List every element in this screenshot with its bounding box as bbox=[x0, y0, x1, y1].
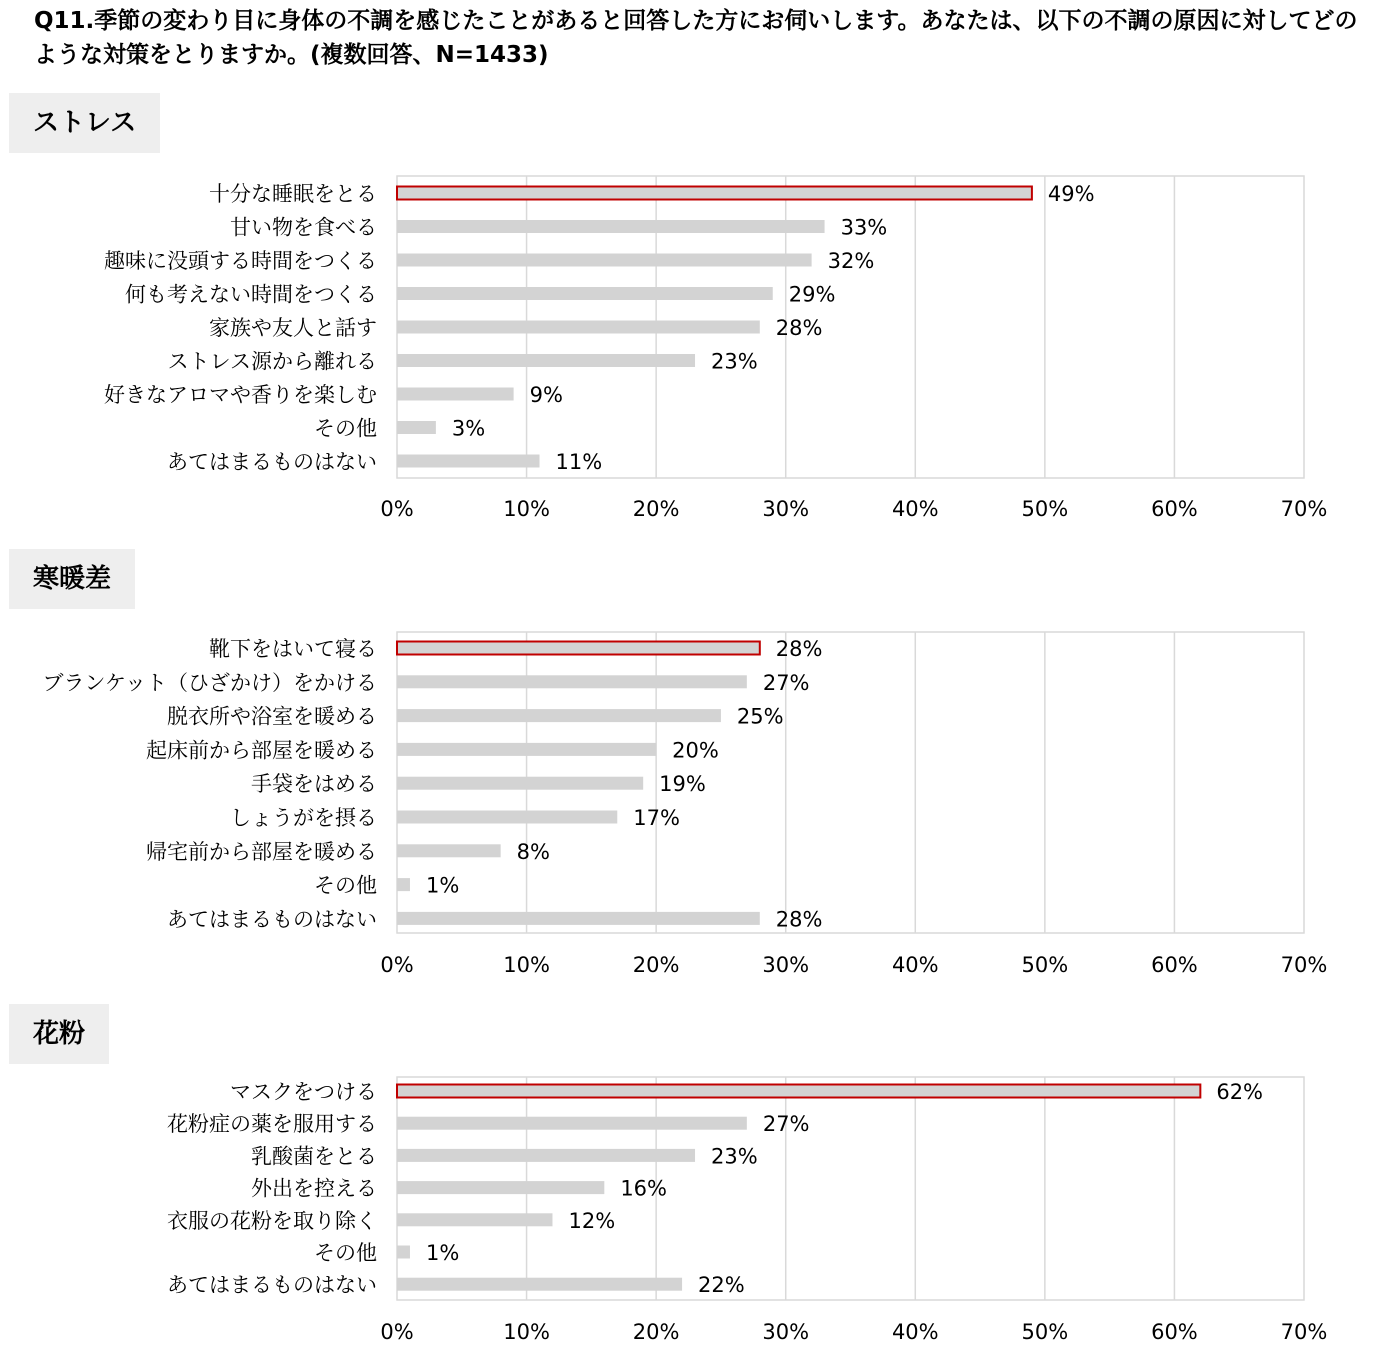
category-label: 花粉症の薬を服用する bbox=[167, 1112, 377, 1137]
x-tick-label: 20% bbox=[632, 497, 680, 521]
category-label: 靴下をはいて寝る bbox=[209, 637, 377, 661]
data-label: 17% bbox=[633, 806, 680, 830]
data-label: 19% bbox=[659, 772, 706, 797]
x-tick-label: 0% bbox=[380, 953, 414, 977]
data-label: 28% bbox=[775, 907, 823, 932]
category-label: その他 bbox=[314, 873, 377, 898]
x-tick-label: 10% bbox=[503, 497, 550, 521]
category-label: 何も考えない時間をつくる bbox=[125, 282, 377, 307]
category-label: 十分な睡眠をとる bbox=[209, 182, 377, 206]
x-tick-label: 50% bbox=[1021, 953, 1069, 977]
x-tick-label: 70% bbox=[1280, 1320, 1328, 1344]
data-label: 16% bbox=[620, 1176, 668, 1201]
data-label: 62% bbox=[1216, 1080, 1264, 1104]
category-label: 乳酸菌をとる bbox=[251, 1144, 377, 1169]
data-label: 11% bbox=[555, 450, 603, 474]
data-label: 20% bbox=[672, 738, 719, 763]
x-tick-label: 40% bbox=[891, 953, 939, 977]
data-label: 27% bbox=[762, 1112, 810, 1137]
page-title: Q11.季節の変わり目に身体の不調を感じたことがあると回答した方にお伺いします。あなたは、以下の不調の原因に対してどのような対策をとりますか。(複数回答、N=1433) bbox=[34, 8, 1358, 68]
category-label: 家族や友人と話す bbox=[209, 316, 377, 340]
x-tick-label: 70% bbox=[1280, 497, 1328, 521]
bar bbox=[397, 1149, 695, 1162]
bar bbox=[397, 1181, 604, 1194]
data-label: 1% bbox=[425, 1241, 460, 1265]
category-label: あてはまるものはない bbox=[167, 450, 377, 474]
x-tick-label: 60% bbox=[1151, 1320, 1198, 1344]
category-label: 衣服の花粉を取り除く bbox=[167, 1208, 377, 1233]
bar bbox=[397, 1246, 410, 1259]
x-tick-label: 10% bbox=[503, 953, 550, 977]
data-label: 25% bbox=[736, 704, 784, 729]
category-label: しょうがを摂る bbox=[230, 806, 377, 830]
data-label: 23% bbox=[711, 1144, 758, 1169]
data-label: 1% bbox=[425, 873, 460, 898]
category-label: 起床前から部屋を暖める bbox=[146, 738, 377, 763]
category-label: 好きなアロマや香りを楽しむ bbox=[104, 383, 377, 407]
category-label: マスクをつける bbox=[230, 1080, 377, 1104]
data-label: 28% bbox=[775, 637, 823, 661]
x-tick-label: 10% bbox=[503, 1320, 550, 1344]
section-title-pollen: 花粉 bbox=[9, 1004, 109, 1064]
x-tick-label: 70% bbox=[1280, 953, 1328, 977]
x-tick-label: 20% bbox=[632, 953, 680, 977]
category-label: 外出を控える bbox=[251, 1176, 377, 1201]
x-tick-label: 50% bbox=[1021, 497, 1069, 521]
data-label: 23% bbox=[711, 349, 758, 374]
data-label: 3% bbox=[451, 416, 486, 441]
section-title-temperature: 寒暖差 bbox=[9, 549, 135, 609]
bar bbox=[397, 1213, 552, 1226]
section-title-stress: ストレス bbox=[9, 93, 160, 153]
bar bbox=[397, 1117, 747, 1130]
category-label: その他 bbox=[314, 416, 377, 441]
data-label: 29% bbox=[788, 282, 836, 307]
category-label: ブランケット（ひざかけ）をかける bbox=[42, 670, 377, 695]
data-label: 32% bbox=[827, 249, 875, 273]
x-tick-label: 40% bbox=[891, 1320, 939, 1344]
category-label: ストレス源から離れる bbox=[167, 349, 377, 374]
category-label: 趣味に没頭する時間をつくる bbox=[104, 249, 377, 273]
data-label: 33% bbox=[840, 215, 888, 240]
x-tick-label: 20% bbox=[632, 1320, 680, 1344]
category-label: その他 bbox=[314, 1241, 377, 1265]
x-tick-label: 30% bbox=[762, 953, 810, 977]
x-tick-label: 60% bbox=[1151, 953, 1198, 977]
x-tick-label: 30% bbox=[762, 497, 810, 521]
data-label: 22% bbox=[698, 1273, 745, 1298]
bar bbox=[397, 1278, 682, 1291]
category-label: 手袋をはめる bbox=[251, 772, 377, 797]
data-label: 9% bbox=[529, 383, 563, 407]
x-tick-label: 40% bbox=[891, 497, 939, 521]
category-label: 脱衣所や浴室を暖める bbox=[167, 704, 377, 729]
data-label: 28% bbox=[775, 316, 823, 340]
data-label: 49% bbox=[1047, 182, 1095, 206]
x-tick-label: 60% bbox=[1151, 497, 1198, 521]
category-label: あてはまるものはない bbox=[167, 907, 377, 932]
category-label: あてはまるものはない bbox=[167, 1273, 377, 1298]
x-tick-label: 30% bbox=[762, 1320, 810, 1344]
data-label: 8% bbox=[516, 839, 550, 864]
data-label: 27% bbox=[762, 670, 810, 695]
x-tick-label: 50% bbox=[1021, 1320, 1069, 1344]
bar-highlight bbox=[397, 1085, 1200, 1098]
x-tick-label: 0% bbox=[380, 1320, 414, 1344]
category-label: 甘い物を食べる bbox=[230, 215, 377, 240]
x-tick-label: 0% bbox=[380, 497, 414, 521]
category-label: 帰宅前から部屋を暖める bbox=[146, 839, 377, 864]
data-label: 12% bbox=[568, 1208, 616, 1233]
